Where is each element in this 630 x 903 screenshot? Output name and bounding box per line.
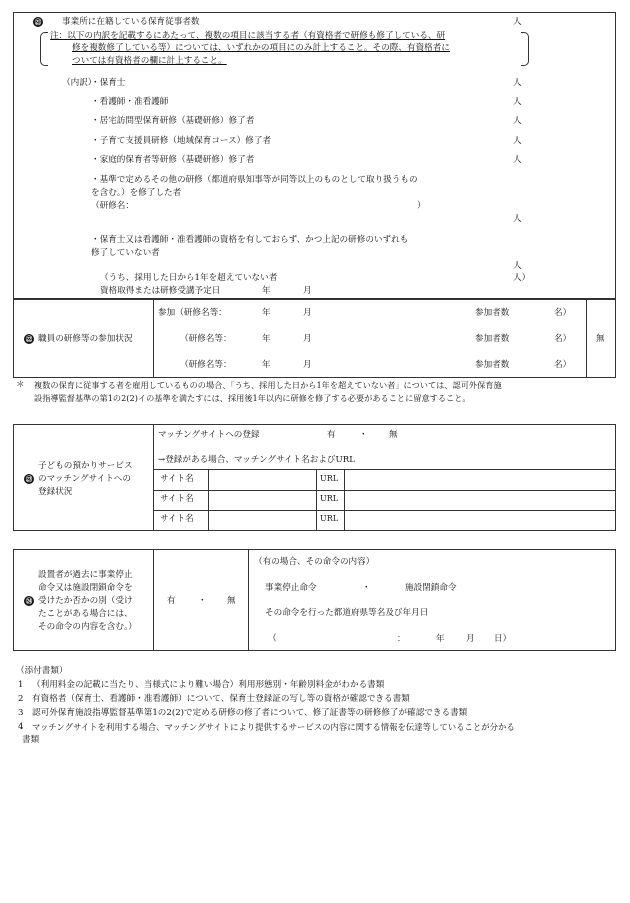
matching-site-no: 無 xyxy=(389,430,398,440)
attachment-4-text-cont: 書類 xyxy=(22,735,40,745)
breakdown-item-family-care-training-unit: 人 xyxy=(513,155,522,165)
site-row-1-name-label: サイト名 xyxy=(160,474,194,484)
order-date-month: 月 xyxy=(466,634,475,644)
training-row-2-month: 月 xyxy=(303,334,312,344)
order-date-day: 日） xyxy=(494,634,512,644)
site-table-row2 xyxy=(153,490,616,491)
unqualified-line1: ・保育士又は看護師・准看護師の資格を有しておらず、かつ上記の研修のいずれも xyxy=(91,235,409,245)
other-training-line1: ・基準で定めるその他の研修（都道府県知事等が同等以上のものとして取り扱うもの xyxy=(91,175,418,185)
training-none: 無 xyxy=(596,334,605,344)
attachments-title: （添付書類） xyxy=(16,666,68,676)
new-hire-unit: 人） xyxy=(513,273,531,283)
site-row-2-url-label: URL xyxy=(320,494,339,503)
training-row-3-year: 年 xyxy=(262,360,271,370)
breakdown-item-home-visit-training-unit: 人 xyxy=(513,116,522,126)
other-training-unit: 人 xyxy=(513,214,522,224)
breakdown-item-nurse: ・看護師・准看護師 xyxy=(91,97,169,107)
site-row-2-name-label: サイト名 xyxy=(160,494,194,504)
training-row-1-unit: 名） xyxy=(554,308,572,318)
breakdown-item-family-care-training: ・家庭的保育者等研修（基礎研修）修了者 xyxy=(91,155,255,165)
section-23-number: ㉓ xyxy=(25,475,33,483)
matching-site-yes: 有 xyxy=(327,430,336,440)
site-row-3-url-label: URL xyxy=(320,514,339,523)
training-row-3-participants: 参加者数 xyxy=(475,360,510,370)
attachment-2-text: 有資格者（保育士、看護師・准看護師）について、保育士登録証の写し等の資格が確認できる書類 xyxy=(32,694,410,704)
attachment-1-text: （利用料金の記載に当たり、当様式により難い場合）利用形態別・年齢別料金がわかる書類 xyxy=(32,680,385,690)
site-table-col2 xyxy=(316,469,317,531)
section-21-note-line1: 注：以下の内訳を記載するにあたって、複数の項目に該当する者（有資格者で研修も修了している、研 xyxy=(50,31,446,41)
section-24-label-line3: 受けたか否かの別（受け xyxy=(38,596,133,606)
attachment-4-text: マッチングサイトを利用する場合、マッチングサイトにより提供するサービスの内容に関する情報を伝達等していることが分かる xyxy=(32,722,515,732)
section-24-label-line5: その命令の内容を含む。） xyxy=(38,622,137,632)
section-23-label-line2: のマッチングサイトへの xyxy=(38,474,131,484)
order-type-dot: ・ xyxy=(362,583,371,593)
breakdown-item-support-staff-training: ・子育て支援員研修（地域保育コース）修了者 xyxy=(91,136,272,146)
section-24-label-line1: 設置者が過去に事業停止 xyxy=(38,570,133,580)
section-24-number: ㉔ xyxy=(25,597,33,605)
breakdown-item-support-staff-training-unit: 人 xyxy=(513,136,522,146)
training-row-2-unit: 名） xyxy=(554,334,572,344)
section-23-label-line3: 登録状況 xyxy=(38,487,73,497)
order-closure: 施設閉鎖命令 xyxy=(405,583,457,593)
training-row-3-unit: 名） xyxy=(554,360,572,370)
training-row-2-prefix: （研修名等： xyxy=(180,334,232,344)
site-row-1-url-label: URL xyxy=(320,474,339,483)
order-content-title: （有の場合、その命令の内容） xyxy=(254,557,375,567)
footnote-line1: 複数の保育に従事する者を雇用しているものの場合、「うち、採用した日から1年を超えていない者」については、認可外保育施 xyxy=(34,380,502,390)
section-24-label-line4: たことがある場合には、 xyxy=(38,609,133,619)
planned-date-month: 月 xyxy=(303,286,312,296)
order-date-open: （ xyxy=(268,634,277,644)
breakdown-item-childcare-worker: ・保育士 xyxy=(91,78,126,88)
breakdown-label: （内訳） xyxy=(62,78,97,88)
footnote-line2: 設指導監督基準の第1の2(2)イの基準を満たすには、採用後1年以内に研修を修了する必要があることに留意すること。 xyxy=(34,393,471,403)
planned-date-label: 資格取得または研修受講予定日 xyxy=(100,286,221,296)
footnote-mark: ＊ xyxy=(16,380,25,390)
order-suspension: 事業停止命令 xyxy=(265,583,317,593)
section-21-note-line2: 修を複数修了している等）については、いずれかの項目にのみ計上すること。その際、有資格者に xyxy=(72,43,450,53)
section-24-divider-1 xyxy=(153,549,154,651)
breakdown-item-nurse-unit: 人 xyxy=(513,97,522,107)
section-22-number: ㉒ xyxy=(25,335,33,343)
order-date-year: 年 xyxy=(436,634,445,644)
order-no: 無 xyxy=(227,596,236,606)
site-row-3-name-label: サイト名 xyxy=(160,514,194,524)
unqualified-line2: 修了していない者 xyxy=(91,248,160,258)
section-24-label-line2: 命令又は施設閉鎖命令を xyxy=(38,583,133,593)
order-yes: 有 xyxy=(167,596,176,606)
order-date-colon: ： xyxy=(397,634,406,644)
other-training-line2: を含む。）を修了した者 xyxy=(91,188,182,198)
attachment-3-number: 3 xyxy=(18,708,24,718)
section-21-number: ㉑ xyxy=(34,18,42,26)
matching-site-dot: ・ xyxy=(359,430,368,440)
attachment-4-number: 4 xyxy=(18,722,24,732)
attachment-3-text: 認可外保育施設指導監督基準第1の2(2)で定める研修の修了者について、修了証書等の研修修了が確認できる書類 xyxy=(32,708,468,718)
training-row-1-prefix: 参加（研修名等： xyxy=(158,308,227,318)
section-21-note-line3: ついては有資格者の欄に計上すること。 xyxy=(72,56,227,66)
other-training-name-label: （研修名： xyxy=(91,201,134,211)
section-21-title: 事業所に在籍している保育従事者数 xyxy=(62,17,200,27)
note-bracket-left xyxy=(40,32,48,66)
attachment-1-number: 1 xyxy=(18,680,24,690)
site-table-row3 xyxy=(153,510,616,511)
section-21-title-unit: 人 xyxy=(513,17,522,27)
order-dot: ・ xyxy=(198,596,207,606)
other-training-name-close: ） xyxy=(417,201,426,211)
training-row-3-prefix: （研修名等： xyxy=(180,360,232,370)
section-22-divider-left xyxy=(153,299,154,378)
new-hire-line: （うち、採用した日から1年を超えていない者 xyxy=(100,273,278,283)
site-table-col3 xyxy=(344,469,345,531)
matching-site-registration-label: マッチングサイトへの登録 xyxy=(158,430,260,440)
training-row-1-year: 年 xyxy=(262,308,271,318)
section-23-label-line1: 子どもの預かりサービス xyxy=(38,461,133,471)
site-table-top xyxy=(153,469,616,470)
training-row-2-participants: 参加者数 xyxy=(475,334,510,344)
matching-site-if-registered: →登録がある場合、マッチングサイト名およびURL xyxy=(158,455,355,465)
training-row-2-year: 年 xyxy=(262,334,271,344)
section-23-divider xyxy=(153,424,154,531)
breakdown-item-home-visit-training: ・居宅訪問型保育研修（基礎研修）修了者 xyxy=(91,116,255,126)
section-24-divider-2 xyxy=(248,549,249,651)
training-row-1-month: 月 xyxy=(303,308,312,318)
order-issuer-line: その命令を行った都道府県等名及び年月日 xyxy=(265,608,429,618)
note-bracket-right xyxy=(521,32,529,66)
breakdown-item-childcare-worker-unit: 人 xyxy=(513,78,522,88)
section-22-divider-right xyxy=(586,299,587,378)
section-22-label: 職員の研修等の参加状況 xyxy=(38,334,133,344)
training-row-3-month: 月 xyxy=(303,360,312,370)
attachment-2-number: 2 xyxy=(18,694,24,704)
training-row-1-participants: 参加者数 xyxy=(475,308,510,318)
unqualified-unit: 人 xyxy=(513,261,522,271)
site-table-col1 xyxy=(208,469,209,531)
planned-date-year: 年 xyxy=(262,286,271,296)
